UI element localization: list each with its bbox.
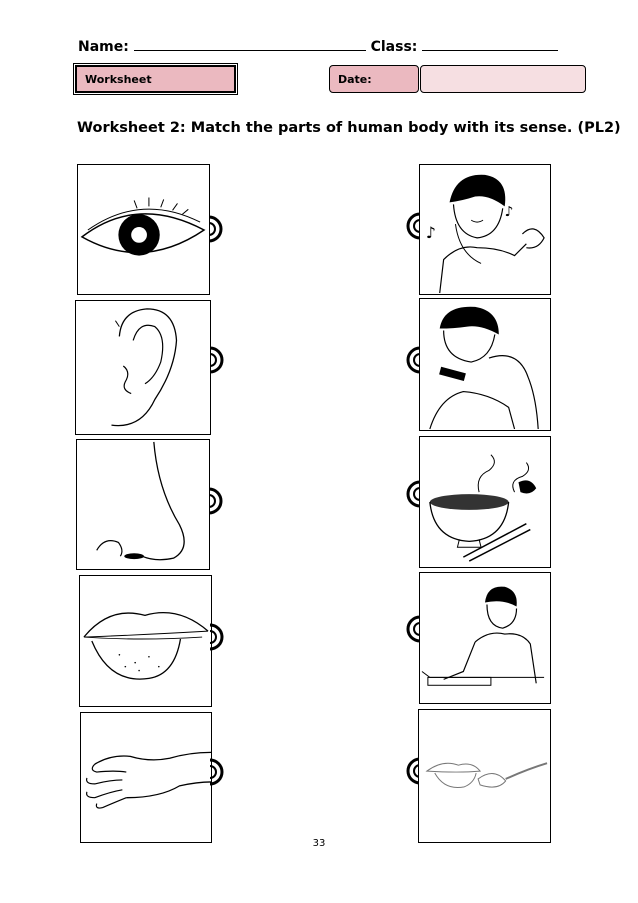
worksheet-title: Worksheet 2: Match the parts of human body with its sense. (PL2) xyxy=(77,120,621,136)
noodle-bowl-smell-icon xyxy=(420,437,550,567)
class-field[interactable] xyxy=(422,38,558,51)
name-label: Name: xyxy=(78,39,129,55)
page-number: 33 xyxy=(312,838,326,849)
svg-text:♪: ♪ xyxy=(504,204,514,221)
hand-picture[interactable] xyxy=(80,712,212,843)
ear-icon xyxy=(76,301,210,434)
match-dot-hand[interactable] xyxy=(208,758,228,786)
class-label: Class: xyxy=(370,39,418,55)
nose-icon xyxy=(77,440,209,569)
listening-music-picture[interactable] xyxy=(419,164,551,295)
boy-touching-table-icon xyxy=(420,573,550,703)
match-dot-nose[interactable] xyxy=(207,487,227,515)
hand-icon xyxy=(81,713,211,842)
match-dot-tongue[interactable] xyxy=(208,623,228,651)
eye-icon xyxy=(78,165,209,294)
match-dot-ear[interactable] xyxy=(208,346,228,374)
touching-table-picture[interactable] xyxy=(419,572,551,704)
boy-reading-icon xyxy=(420,299,550,430)
tongue-tasting-spoon-icon xyxy=(419,710,550,842)
ear-picture[interactable] xyxy=(75,300,211,435)
date-field[interactable] xyxy=(420,65,586,93)
name-field[interactable] xyxy=(134,38,366,51)
tasting-picture[interactable] xyxy=(418,709,551,843)
reading-picture[interactable] xyxy=(419,298,551,431)
nose-picture[interactable] xyxy=(76,439,210,570)
match-dot-eye[interactable] xyxy=(207,215,227,243)
tongue-icon xyxy=(80,576,211,706)
worksheet-label-box xyxy=(75,65,236,93)
noodle-bowl-picture[interactable] xyxy=(419,436,551,568)
worksheet-label: Worksheet xyxy=(85,72,152,86)
date-label: Date: xyxy=(338,72,372,86)
eye-picture[interactable] xyxy=(77,164,210,295)
svg-text:♪: ♪ xyxy=(425,222,436,242)
date-label-box xyxy=(329,65,419,93)
boy-listening-music-icon xyxy=(420,165,550,294)
name-class-line xyxy=(78,38,558,55)
tongue-picture[interactable] xyxy=(79,575,212,707)
